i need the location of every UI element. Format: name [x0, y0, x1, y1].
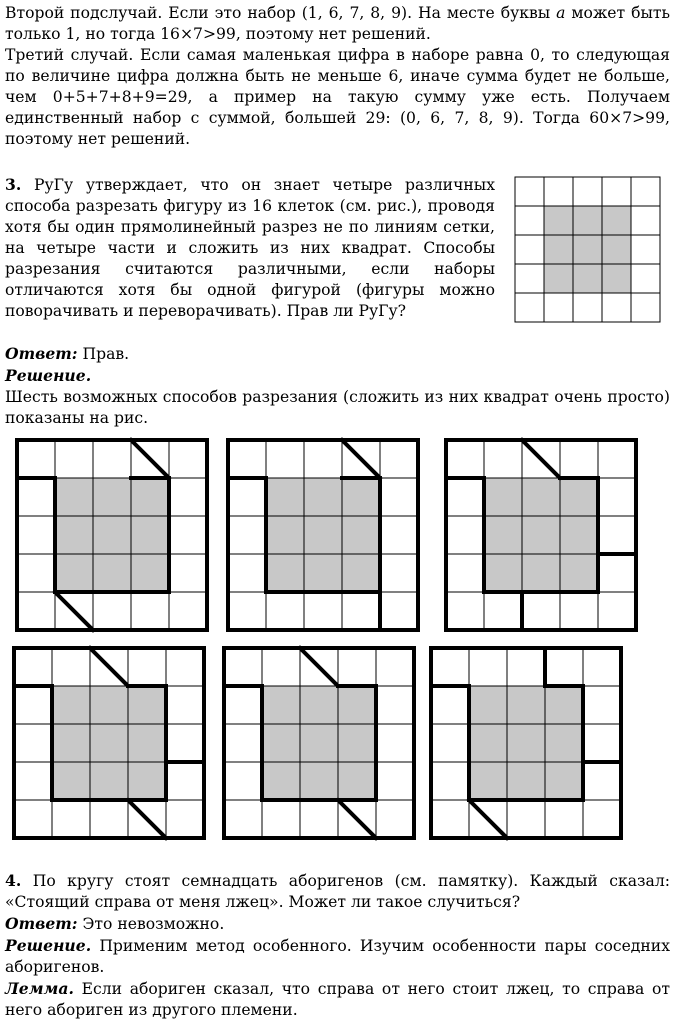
solution-figure-3 [446, 440, 636, 630]
shaded-square [469, 686, 583, 800]
answer-label: Ответ: [5, 914, 78, 933]
solution-text: Применим метод особенного. Изучим особенности пары соседних аборигенов. [5, 937, 670, 976]
shaded-square [266, 478, 380, 592]
reference-shaded-region [544, 206, 631, 293]
problem3-block [5, 174, 495, 322]
problem3-text: РуГу утверждает, что он знает четыре различных способа разрезать фигуру из 16 клеток (см. рис.), проводя хотя бы один прямолинейный разрез не по линиям сетки, на четыре части и сложить из них квадрат. Способы разрезания считаются различными, если наборы отличаются хотя бы одной фигурой (фигуры можно поворачивать и переворачивать). Прав ли РуГу? [5, 176, 495, 320]
cut-line [469, 800, 507, 838]
answer-text: Это невозможно. [82, 915, 225, 933]
problem4-block [5, 870, 670, 1021]
cut-line [90, 648, 128, 686]
solution-figure-2 [228, 440, 418, 630]
shaded-square [55, 478, 169, 592]
problem4-text: По кругу стоят семнадцать аборигенов (см. памятку). Каждый сказал: «Стоящий справа от меня лжец». Может ли такое случиться? [5, 872, 670, 911]
solution-label: Решение. [5, 936, 92, 955]
cut-line [342, 440, 380, 478]
problem3-solution: Шесть возможных способов разрезания (сложить из них квадрат очень просто) показаны на рис. [5, 388, 670, 427]
problem3-number: 3. [5, 175, 22, 194]
solution-figure-5 [224, 648, 414, 838]
case3-paragraph: Третий случай. Если самая маленькая цифра в наборе равна 0, то следующая по величине цифра должна быть не меньше 6, иначе сумма будет не больше, чем 0+5+7+8+9=29, а пример на такую сумму уже есть. Получаем единственный набор с суммой, большей 29: (0, 6, 7, 8, 9). Тогда 60×7>99, поэтому нет решений. [5, 46, 670, 148]
shaded-square [262, 686, 376, 800]
shaded-square [484, 478, 598, 592]
intro-block [5, 3, 670, 150]
cut-line [131, 440, 169, 478]
subcase-text: Второй подслучай. Если это набор (1, 6, 7, 8, 9). На месте буквы [5, 4, 551, 22]
answer-text: Прав. [82, 345, 130, 363]
problem3-solution-label [5, 365, 670, 387]
solution-figure-4 [14, 648, 204, 838]
problem4-solution [5, 935, 670, 978]
problem4-number: 4. [5, 871, 22, 890]
cut-line [300, 648, 338, 686]
answer-label: Ответ: [5, 344, 78, 363]
solution-figure-1 [17, 440, 207, 630]
lemma-label: Лемма. [5, 979, 74, 998]
problem3-answer-block [5, 343, 670, 429]
problem3-answer [5, 343, 670, 365]
problem4-answer [5, 913, 670, 935]
cut-line [55, 592, 93, 630]
cut-line [522, 440, 560, 478]
reference-figure [514, 176, 664, 324]
cut-line [338, 800, 376, 838]
solution-figures [0, 430, 680, 850]
problem4-lemma [5, 978, 670, 1021]
cut-line [128, 800, 166, 838]
variable-a: a [556, 4, 566, 22]
solution-figure-6 [431, 648, 621, 838]
lemma-text: Если абориген сказал, что справа от него стоит лжец, то справа от него абориген из другого племени. [5, 980, 670, 1019]
shaded-square [52, 686, 166, 800]
solution-label: Решение. [5, 366, 92, 385]
subcase-tail: может быть только 1, но тогда 16×7>99, поэтому нет решений. [5, 4, 670, 43]
problem3-statement [5, 174, 495, 322]
subcase-paragraph [5, 3, 670, 45]
problem4-statement [5, 870, 670, 913]
